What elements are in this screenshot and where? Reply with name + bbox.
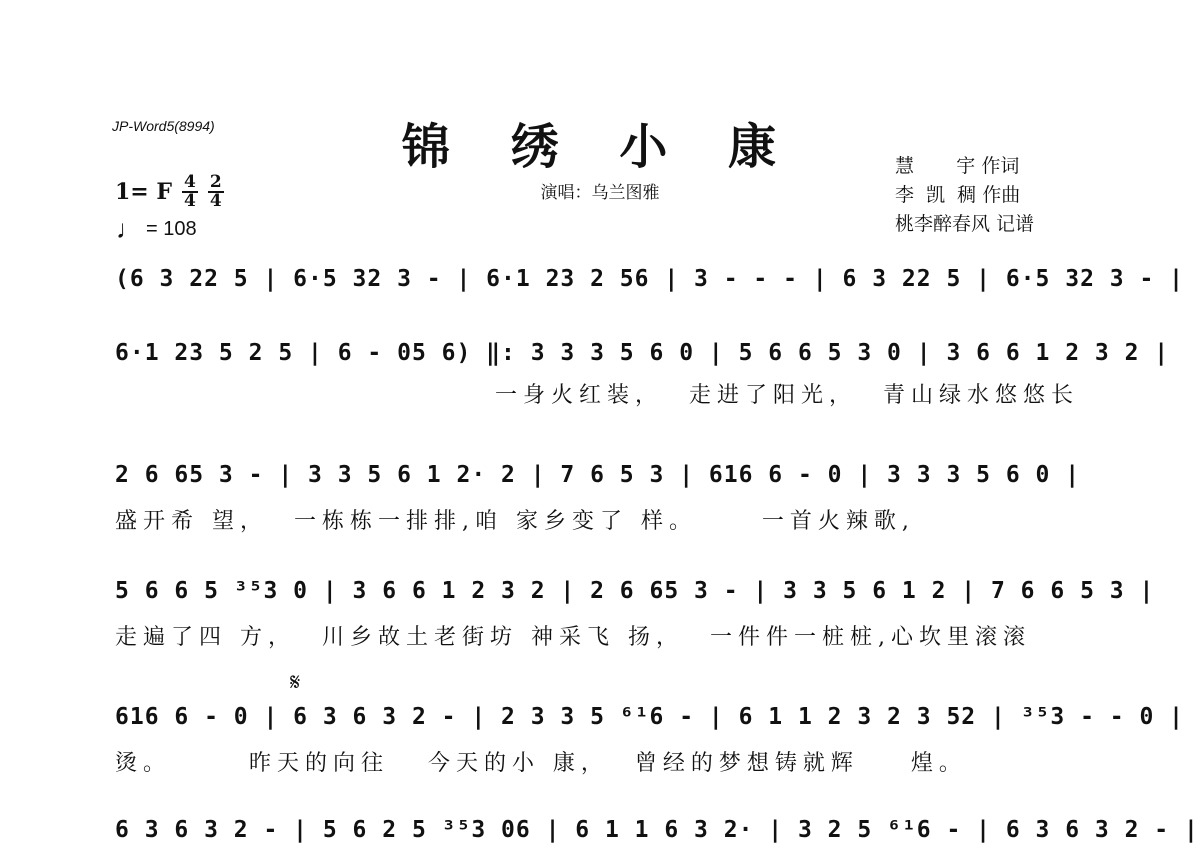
score-row-2 — [115, 340, 1170, 408]
score-row-1 — [115, 266, 1184, 306]
notation-line: 616 6 - 0 | 6 3 6 3 2 - | 2 3 3 5 ⁶¹6 - | 6 1 1 2 3 2 3 52 | ³⁵3 - - 0 | — [115, 704, 1184, 730]
software-watermark: JP-Word5(8994) — [112, 118, 215, 134]
lyric-line: 走遍了四 方， 川乡故土老街坊 神采飞 扬， 一件件一桩桩,心坎里滚滚 — [115, 625, 1031, 650]
key-signature — [115, 174, 224, 210]
score-row-3 — [115, 462, 1090, 534]
singer-credit: 演唱：乌兰图雅 — [540, 183, 660, 203]
segno-icon: 𝄋 — [290, 668, 301, 696]
time-signature-4-4: $\frac{4}{4}$ — [184, 172, 196, 211]
credits-block — [895, 152, 1034, 239]
score-row-4 — [115, 578, 1155, 650]
notation-line: 5 6 6 5 ³⁵3 0 | 3 6 6 1 2 3 2 | 2 6 65 3 - | 3 3 5 6 1 2 | 7 6 6 5 3 | — [115, 578, 1155, 604]
tempo-marking — [116, 214, 197, 245]
song-title: 锦 绣 小 康 — [401, 119, 799, 175]
notation-line: 6 3 6 3 2 - | 5 6 2 5 ³⁵3 06 | 6 1 1 6 3 2· | 3 2 5 ⁶¹6 - | 6 3 6 3 2 - | — [115, 817, 1199, 843]
notation-line: 2 6 65 3 - | 3 3 5 6 1 2· 2 | 7 6 5 3 | 616 6 - 0 | 3 3 3 5 6 0 | — [115, 462, 1081, 488]
lyric-line: 一身火红装， 走进了阳光， 青山绿水悠悠长 — [495, 383, 1079, 408]
notation-line: (6 3 22 5 | 6·5 32 3 - | 6·1 23 2 56 | 3 - - - | 6 3 22 5 | 6·5 32 3 - | — [115, 266, 1184, 292]
score-row-5 — [115, 668, 1184, 776]
notation-line: 6·1 23 5 2 5 | 6 - 05 6) ‖: 3 3 3 5 6 0 | 5 6 6 5 3 0 | 3 6 6 1 2 3 2 | — [115, 340, 1170, 366]
key-label: 1= F — [115, 179, 173, 205]
tempo-value: = 108 — [146, 218, 197, 240]
lyric-line: 烫。 昨天的向往 今天的小 康， 曾经的梦想铸就辉 煌。 — [115, 751, 967, 776]
composer-credit: 李 凯 稠 作曲 — [895, 184, 1021, 206]
score-row-6 — [115, 817, 1199, 857]
lyricist-credit: 慧 宇 作词 — [895, 155, 1020, 177]
quarter-note-icon: ♩ — [116, 214, 142, 244]
lyric-line: 盛开希 望， 一栋栋一排排,咱 家乡变了 样。 一首火辣歌, — [115, 509, 915, 534]
transcriber-credit: 桃李醉春风 记谱 — [895, 213, 1035, 235]
time-signature-2-4: $\frac{2}{4}$ — [209, 172, 222, 211]
